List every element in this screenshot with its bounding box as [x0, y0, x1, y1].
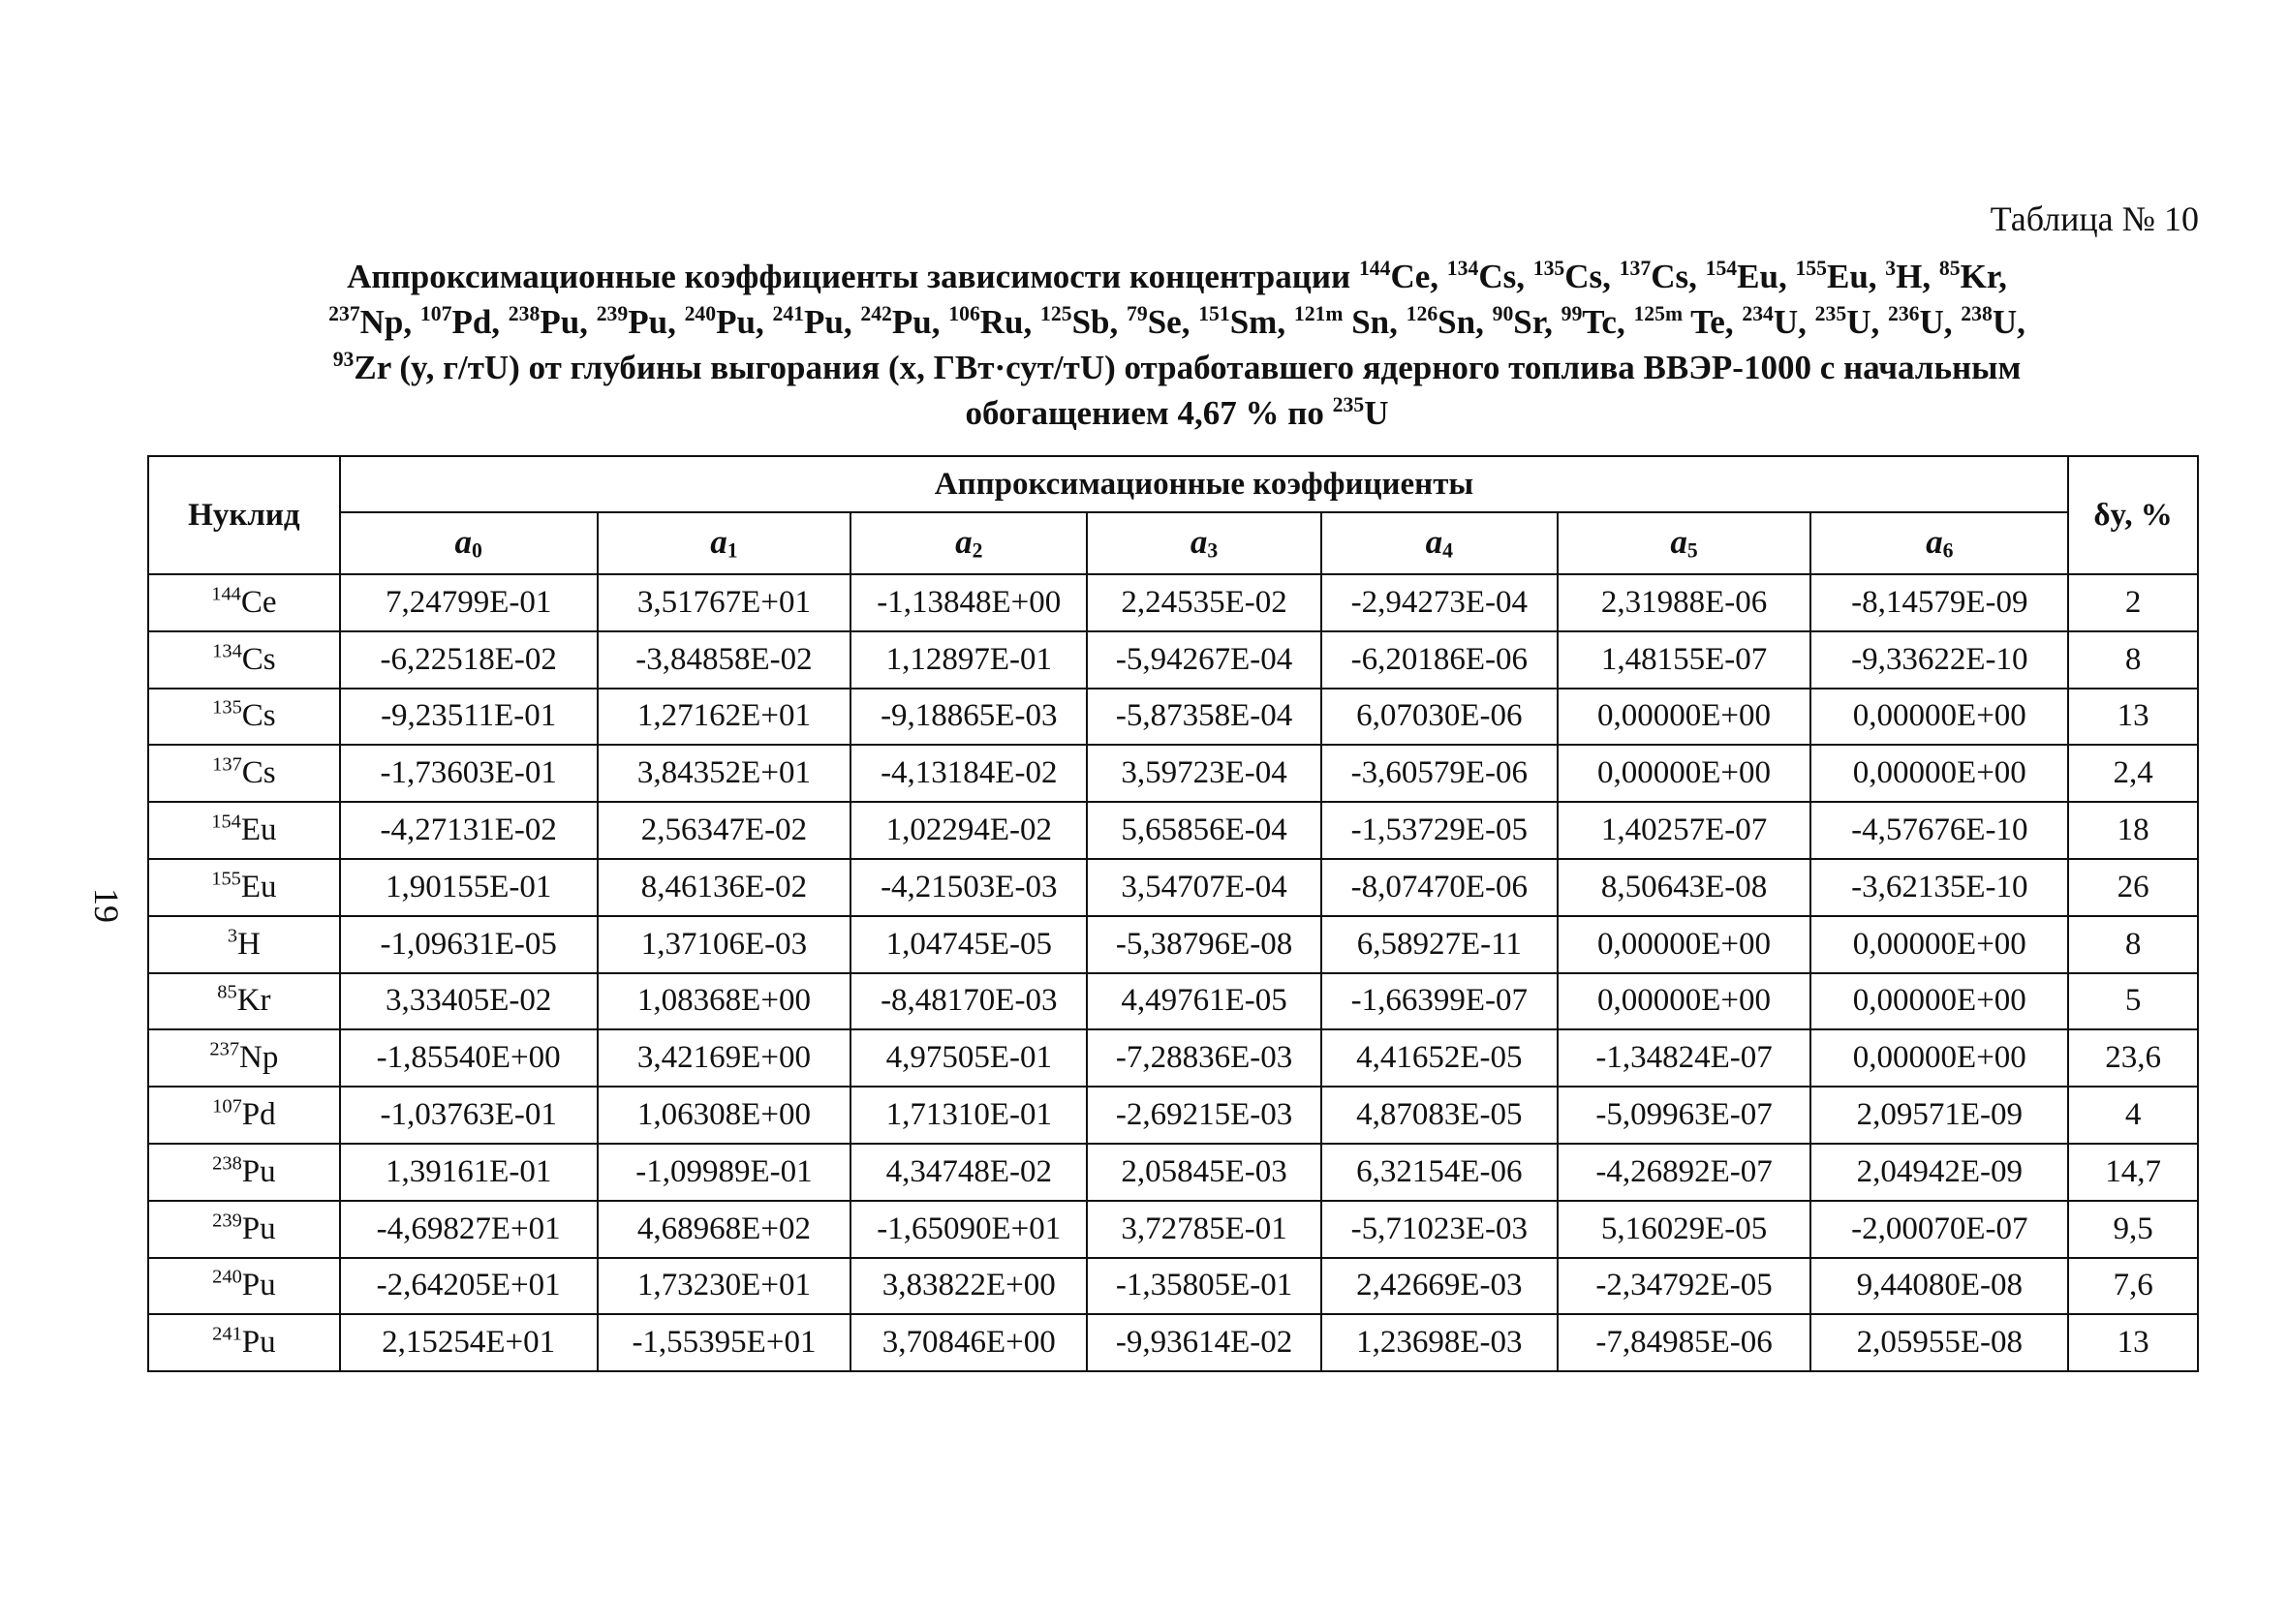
nuclide-cell: $^{135}$Cs	[148, 689, 340, 746]
delta-y-cell: 7,6	[2068, 1258, 2198, 1315]
table-row	[148, 1087, 2198, 1144]
table-row	[148, 1258, 2198, 1315]
coef-a0-cell: -1,03763E-01	[340, 1087, 598, 1144]
coef-a2-cell: 1,02294E-02	[850, 802, 1087, 859]
coef-a0-cell: -1,73603E-01	[340, 745, 598, 802]
nuclide-cell: $^{239}$Pu	[148, 1201, 340, 1258]
coef-a6-cell: 0,00000E+00	[1810, 745, 2068, 802]
delta-y-cell: 4	[2068, 1087, 2198, 1144]
coef-a6-cell: 0,00000E+00	[1810, 916, 2068, 973]
coef-a3-cell: -5,87358E-04	[1087, 689, 1321, 746]
coef-a5-cell: 1,48155E-07	[1558, 631, 1811, 689]
coef-a1-cell: 4,68968E+02	[598, 1201, 851, 1258]
coef-a4-cell: -3,60579E-06	[1321, 745, 1558, 802]
coef-a0-cell: -2,64205E+01	[340, 1258, 598, 1315]
coef-a0-cell: -4,27131E-02	[340, 802, 598, 859]
coef-a2-cell: -8,48170E-03	[850, 973, 1087, 1030]
nuclide-cell: $^{85}$Kr	[148, 973, 340, 1030]
coef-a1-cell: 3,42169E+00	[598, 1029, 851, 1087]
coef-a0-cell: -1,09631E-05	[340, 916, 598, 973]
coef-a6-cell: -4,57676E-10	[1810, 802, 2068, 859]
coef-a6-cell: -8,14579E-09	[1810, 574, 2068, 631]
nuclide-cell: $^{238}$Pu	[148, 1144, 340, 1201]
coef-a3-cell: -2,69215E-03	[1087, 1087, 1321, 1144]
nuclide-cell: $^{240}$Pu	[148, 1258, 340, 1315]
table-body	[148, 574, 2198, 1371]
coef-a2-cell: 3,83822E+00	[850, 1258, 1087, 1315]
header-a3: $a_3$	[1087, 512, 1321, 574]
coef-a1-cell: 3,84352E+01	[598, 745, 851, 802]
coef-a6-cell: 2,04942E-09	[1810, 1144, 2068, 1201]
delta-y-cell: 9,5	[2068, 1201, 2198, 1258]
delta-y-cell: 26	[2068, 859, 2198, 916]
table-row	[148, 1201, 2198, 1258]
coef-a5-cell: -4,26892E-07	[1558, 1144, 1811, 1201]
delta-y-cell: 5	[2068, 973, 2198, 1030]
coef-a5-cell: 8,50643E-08	[1558, 859, 1811, 916]
delta-y-cell: 14,7	[2068, 1144, 2198, 1201]
nuclide-cell: $^{144}$Ce	[148, 574, 340, 631]
nuclide-cell: $^3$H	[148, 916, 340, 973]
delta-y-cell: 13	[2068, 689, 2198, 746]
coef-a3-cell: 3,59723E-04	[1087, 745, 1321, 802]
coef-a2-cell: 4,97505E-01	[850, 1029, 1087, 1087]
coef-a3-cell: -7,28836E-03	[1087, 1029, 1321, 1087]
coef-a4-cell: 4,41652E-05	[1321, 1029, 1558, 1087]
coef-a2-cell: 1,04745E-05	[850, 916, 1087, 973]
delta-y-cell: 13	[2068, 1314, 2198, 1371]
coef-a0-cell: 1,39161E-01	[340, 1144, 598, 1201]
delta-y-cell: 23,6	[2068, 1029, 2198, 1087]
coef-a2-cell: -4,21503E-03	[850, 859, 1087, 916]
coef-a3-cell: -9,93614E-02	[1087, 1314, 1321, 1371]
coef-a3-cell: 2,05845E-03	[1087, 1144, 1321, 1201]
coef-a4-cell: -1,53729E-05	[1321, 802, 1558, 859]
coef-a0-cell: -9,23511E-01	[340, 689, 598, 746]
coef-a5-cell: 0,00000E+00	[1558, 916, 1811, 973]
coef-a4-cell: 6,58927E-11	[1321, 916, 1558, 973]
header-a0: $a_0$	[340, 512, 598, 574]
nuclide-cell: $^{134}$Cs	[148, 631, 340, 689]
coef-a0-cell: 2,15254E+01	[340, 1314, 598, 1371]
table-row	[148, 916, 2198, 973]
table-number: Таблица № 10	[1990, 199, 2199, 238]
coef-a6-cell: 2,09571E-09	[1810, 1087, 2068, 1144]
coef-a4-cell: 6,07030E-06	[1321, 689, 1558, 746]
coef-a0-cell: -6,22518E-02	[340, 631, 598, 689]
nuclide-cell: $^{241}$Pu	[148, 1314, 340, 1371]
coef-a4-cell: 1,23698E-03	[1321, 1314, 1558, 1371]
coef-a5-cell: 2,31988E-06	[1558, 574, 1811, 631]
header-a5: $a_5$	[1558, 512, 1811, 574]
coef-a2-cell: 1,12897E-01	[850, 631, 1087, 689]
coef-a6-cell: 9,44080E-08	[1810, 1258, 2068, 1315]
delta-y-cell: 8	[2068, 631, 2198, 689]
delta-y-cell: 2,4	[2068, 745, 2198, 802]
header-a1: $a_1$	[598, 512, 851, 574]
coef-a5-cell: -5,09963E-07	[1558, 1087, 1811, 1144]
coef-a6-cell: -3,62135E-10	[1810, 859, 2068, 916]
page-number: 19	[87, 888, 126, 923]
nuclide-cell: $^{154}$Eu	[148, 802, 340, 859]
coef-a2-cell: -9,18865E-03	[850, 689, 1087, 746]
coef-a0-cell: -4,69827E+01	[340, 1201, 598, 1258]
coef-a2-cell: -1,65090E+01	[850, 1201, 1087, 1258]
coef-a1-cell: 1,08368E+00	[598, 973, 851, 1030]
delta-y-cell: 18	[2068, 802, 2198, 859]
coef-a0-cell: 1,90155E-01	[340, 859, 598, 916]
coef-a2-cell: -4,13184E-02	[850, 745, 1087, 802]
coef-a3-cell: 3,54707E-04	[1087, 859, 1321, 916]
coef-a2-cell: -1,13848E+00	[850, 574, 1087, 631]
coef-a5-cell: 1,40257E-07	[1558, 802, 1811, 859]
coef-a4-cell: 4,87083E-05	[1321, 1087, 1558, 1144]
nuclide-cell: $^{155}$Eu	[148, 859, 340, 916]
caption-line-3: $^{93}$Zr (y, г/тU) от глубины выгорания (x, ГВт·сут/тU) отработавшего ядерного топлива ВВЭР-1000 с начальным	[332, 347, 2022, 386]
nuclide-cell: $^{107}$Pd	[148, 1087, 340, 1144]
coef-a2-cell: 4,34748E-02	[850, 1144, 1087, 1201]
table-caption	[174, 254, 2180, 436]
coef-a5-cell: 0,00000E+00	[1558, 973, 1811, 1030]
coef-a6-cell: -2,00070E-07	[1810, 1201, 2068, 1258]
coef-a2-cell: 1,71310E-01	[850, 1087, 1087, 1144]
coef-a4-cell: 6,32154E-06	[1321, 1144, 1558, 1201]
header-a2: $a_2$	[850, 512, 1087, 574]
table-row	[148, 1029, 2198, 1087]
table-row	[148, 689, 2198, 746]
coef-a4-cell: 2,42669E-03	[1321, 1258, 1558, 1315]
delta-y-cell: 8	[2068, 916, 2198, 973]
coef-a1-cell: 8,46136E-02	[598, 859, 851, 916]
coef-a1-cell: 1,27162E+01	[598, 689, 851, 746]
coef-a5-cell: 5,16029E-05	[1558, 1201, 1811, 1258]
header-coefficients-group: Аппроксимационные коэффициенты	[340, 456, 2068, 512]
coef-a4-cell: -2,94273E-04	[1321, 574, 1558, 631]
coef-a5-cell: 0,00000E+00	[1558, 689, 1811, 746]
coef-a1-cell: -1,55395E+01	[598, 1314, 851, 1371]
caption-line-4: обогащением 4,67 % по $^{235}$U	[965, 392, 1389, 432]
coef-a0-cell: 3,33405E-02	[340, 973, 598, 1030]
coefficients-table	[147, 455, 2199, 1372]
coef-a5-cell: -2,34792E-05	[1558, 1258, 1811, 1315]
coef-a5-cell: -7,84985E-06	[1558, 1314, 1811, 1371]
coef-a3-cell: 5,65856E-04	[1087, 802, 1321, 859]
nuclide-cell: $^{137}$Cs	[148, 745, 340, 802]
caption-line-1: Аппроксимационные коэффициенты зависимости концентрации $^{144}$Ce, $^{134}$Cs, $^{135}$Cs, $^{137}$Cs, $^{154}$Eu, $^{155}$Eu, $^3$H, $^{85}$Kr,	[347, 256, 2007, 295]
coef-a6-cell: 0,00000E+00	[1810, 1029, 2068, 1087]
header-a4: $a_4$	[1321, 512, 1558, 574]
coef-a5-cell: -1,34824E-07	[1558, 1029, 1811, 1087]
table-row	[148, 631, 2198, 689]
coef-a3-cell: -5,38796E-08	[1087, 916, 1321, 973]
table-row	[148, 859, 2198, 916]
table-row	[148, 745, 2198, 802]
coef-a1-cell: 1,73230E+01	[598, 1258, 851, 1315]
coef-a3-cell: 4,49761E-05	[1087, 973, 1321, 1030]
header-a6: $a_6$	[1810, 512, 2068, 574]
caption-line-2: $^{237}$Np, $^{107}$Pd, $^{238}$Pu, $^{239}$Pu, $^{240}$Pu, $^{241}$Pu, $^{242}$Pu, $^{106}$Ru, $^{125}$Sb, $^{79}$Se, $^{151}$Sm, $^{121m}$ Sn, $^{126}$Sn, $^{90}$Sr, $^{99}$Tc, $^{125m}$ Te, $^{234}$U, $^{235}$U, $^{236}$U, $^{238}$U,	[328, 301, 2025, 341]
coef-a1-cell: 1,37106E-03	[598, 916, 851, 973]
coef-a4-cell: -8,07470E-06	[1321, 859, 1558, 916]
coef-a4-cell: -1,66399E-07	[1321, 973, 1558, 1030]
coef-a5-cell: 0,00000E+00	[1558, 745, 1811, 802]
header-delta-y: δy, %	[2068, 456, 2198, 574]
coef-a6-cell: 0,00000E+00	[1810, 689, 2068, 746]
coef-a0-cell: 7,24799E-01	[340, 574, 598, 631]
delta-y-cell: 2	[2068, 574, 2198, 631]
coef-a1-cell: -1,09989E-01	[598, 1144, 851, 1201]
coef-a0-cell: -1,85540E+00	[340, 1029, 598, 1087]
coef-a6-cell: 0,00000E+00	[1810, 973, 2068, 1030]
table-row	[148, 1144, 2198, 1201]
coef-a3-cell: 3,72785E-01	[1087, 1201, 1321, 1258]
coef-a3-cell: -1,35805E-01	[1087, 1258, 1321, 1315]
coef-a1-cell: 3,51767E+01	[598, 574, 851, 631]
header-nuclide: Нуклид	[148, 456, 340, 574]
coef-a4-cell: -5,71023E-03	[1321, 1201, 1558, 1258]
coef-a2-cell: 3,70846E+00	[850, 1314, 1087, 1371]
coef-a4-cell: -6,20186E-06	[1321, 631, 1558, 689]
table-row	[148, 574, 2198, 631]
coef-a1-cell: 1,06308E+00	[598, 1087, 851, 1144]
table-row	[148, 1314, 2198, 1371]
coef-a1-cell: 2,56347E-02	[598, 802, 851, 859]
coef-a1-cell: -3,84858E-02	[598, 631, 851, 689]
nuclide-cell: $^{237}$Np	[148, 1029, 340, 1087]
table-row	[148, 802, 2198, 859]
coef-a3-cell: -5,94267E-04	[1087, 631, 1321, 689]
table-row	[148, 973, 2198, 1030]
coef-a3-cell: 2,24535E-02	[1087, 574, 1321, 631]
coef-a6-cell: 2,05955E-08	[1810, 1314, 2068, 1371]
coef-a6-cell: -9,33622E-10	[1810, 631, 2068, 689]
